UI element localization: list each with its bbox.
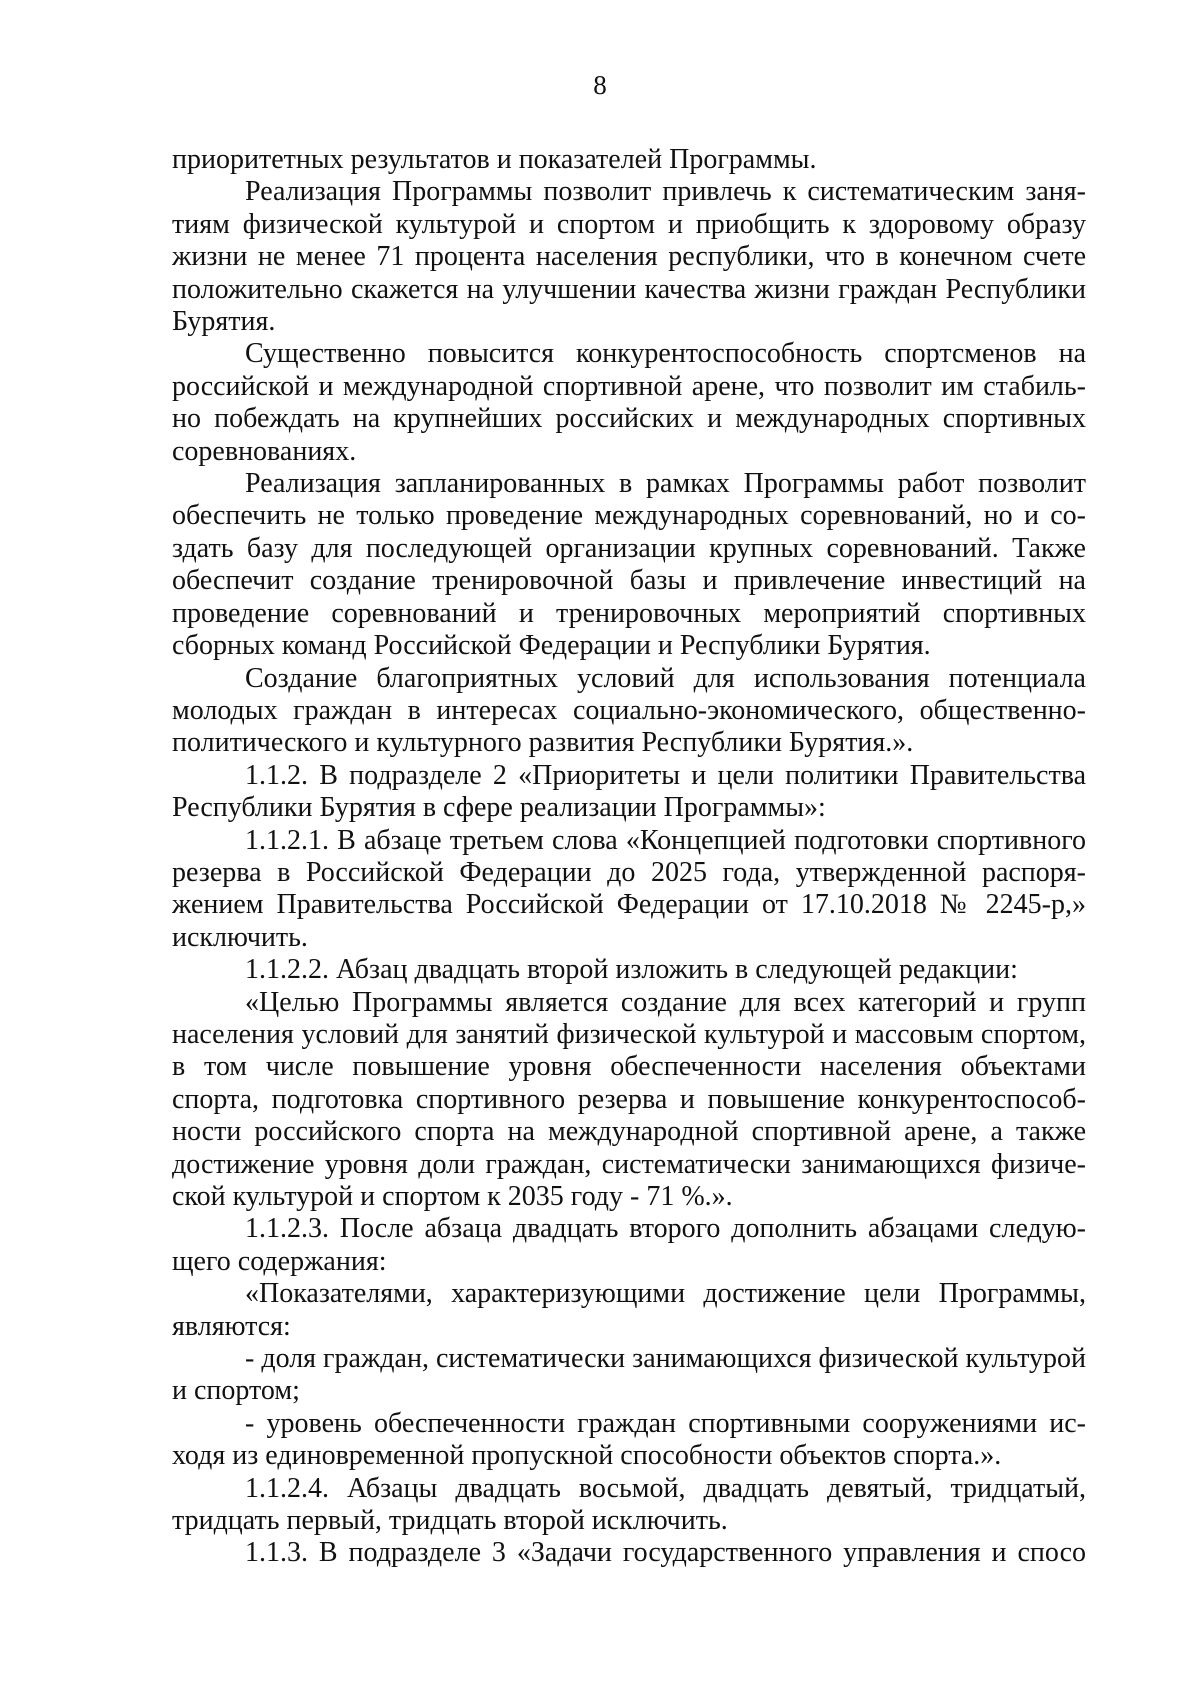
paragraph-favorable-conditions: Создание благоприятных условий для использования потенциала молодых граждан в интересах социально-экономического, общественно-политического и культурного развития Республики Бурятия.».	[172, 662, 1086, 759]
paragraph-planned-works: Реализация запланированных в рамках Программы работ позволит обеспечить не только проведение международных соревнований, но и создать базу для последующей организации крупных соревнований. Также обеспечит создание тренировочной базы и привлечение инвестиций на проведение соревнований и тренировочных мероприятий спортивных сборных команд Российской Федерации и Республики Бурятия.	[172, 468, 1086, 662]
paragraph-indicators: «Показателями, характеризующими достижение цели Программы, являются:	[172, 1278, 1086, 1342]
paragraph-1-1-2-3: 1.1.2.3. После абзаца двадцать второго дополнить абзацами следующего содержания:	[172, 1213, 1086, 1277]
paragraph-1-1-3: 1.1.3. В подразделе 3 «Задачи государственного управления и спосо	[245, 1537, 1086, 1569]
page-number: 8	[593, 70, 607, 100]
paragraph-1-1-2-2: 1.1.2.2. Абзац двадцать второй изложить в следующей редакции:	[245, 954, 1018, 986]
paragraph-program-realization: Реализация Программы позволит привлечь к систематическим занятиям физической культурой и спортом и приобщить к здоровому образу жизни не менее 71 процента населения республики, что в конечном счете положительно скажется на улучшении качества жизни граждан Республики Бурятия.	[172, 176, 1086, 338]
paragraph-subsection-2: 1.1.2. В подразделе 2 «Приоритеты и цели политики Правительства Республики Бурятия в сфере реализации Программы»:	[172, 759, 1086, 824]
paragraph-priority-results: приоритетных результатов и показателей Программы.	[172, 144, 817, 175]
paragraph-competitiveness: Существенно повысится конкурентоспособность спортсменов на российской и международной спортивной арене, что позволит им стабильно побеждать на крупнейших российских и международных спортивных соревнованиях.	[172, 338, 1086, 467]
paragraph-1-1-2-1: 1.1.2.1. В абзаце третьем слова «Концепцией подготовки спортивного резерва в Российской Федерации до 2025 года, утвержденной распоряжением Правительства Российской Федерации от 17.10.2018 № 2245-р,» исключить.	[172, 824, 1086, 953]
list-item-facilities-level: - уровень обеспеченности граждан спортивными сооружениями исходя из единовременной пропускной способности объектов спорта.».	[172, 1407, 1086, 1472]
paragraph-program-goal: «Целью Программы является создание для всех категорий и групп населения условий для занятий физической культурой и массовым спортом, в том числе повышение уровня обеспеченности населения объектами спорта, подготовка спортивного резерва и повышение конкурентоспособности российского спорта на международной спортивной арене, а также достижение уровня доли граждан, систематически занимающихся физической культурой и спортом к 2035 году - 71 %.».	[172, 986, 1086, 1212]
list-item-citizens-share: - доля граждан, систематически занимающихся физической культурой и спортом;	[172, 1343, 1086, 1407]
document-body	[172, 144, 1086, 1570]
paragraph-1-1-2-4: 1.1.2.4. Абзацы двадцать восьмой, двадцать девятый, тридцатый, тридцать первый, тридцать второй исключить.	[172, 1472, 1086, 1537]
